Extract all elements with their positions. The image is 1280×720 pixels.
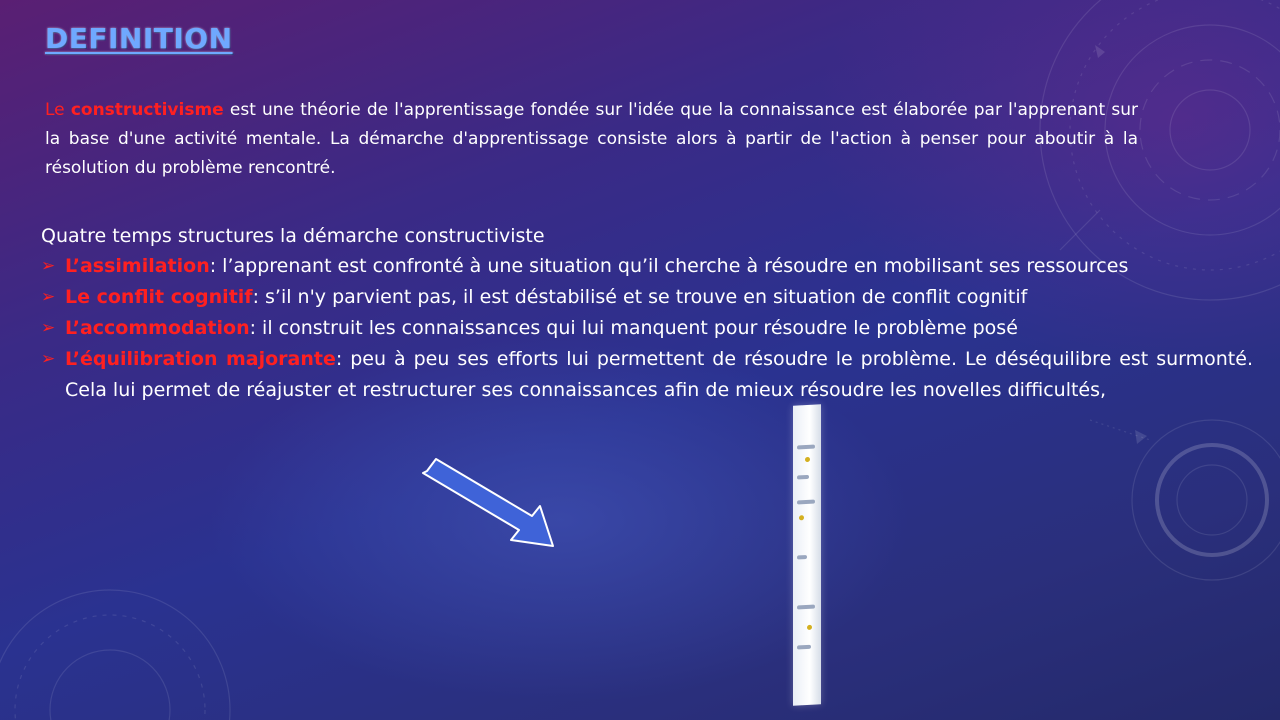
step-text: : s’il n'y parvient pas, il est déstabilisé et se trouve en situation de conflit cognitif bbox=[252, 286, 1028, 308]
arrow-bullet-icon: ➢ bbox=[41, 349, 56, 369]
step-term: Le conflit cognitif bbox=[65, 286, 253, 308]
arrow-bullet-icon: ➢ bbox=[41, 287, 56, 307]
list-item bbox=[41, 313, 1253, 344]
definition-key-term: constructivisme bbox=[70, 100, 224, 120]
steps-intro: Quatre temps structures la démarche constructiviste bbox=[41, 225, 545, 247]
page-title: DEFINITION bbox=[45, 22, 233, 55]
arrow-bullet-icon: ➢ bbox=[41, 256, 56, 276]
arrow-pointer-icon bbox=[423, 459, 553, 546]
step-term: L’équilibration majorante bbox=[65, 348, 336, 370]
definition-lead-word: Le bbox=[45, 100, 65, 120]
step-term: L’accommodation bbox=[65, 317, 250, 339]
step-term: L’assimilation bbox=[65, 255, 210, 277]
list-item bbox=[41, 251, 1253, 282]
arrow-bullet-icon: ➢ bbox=[41, 318, 56, 338]
list-item bbox=[41, 344, 1253, 406]
steps-list bbox=[41, 251, 1253, 406]
step-text: : peu à peu ses efforts lui permettent de résoudre le problème. Le déséquilibre est surmonté. Cela lui permet de réajuster et restructurer ses connaissances afin de mieux résoudre les novelles difficultés, bbox=[65, 348, 1253, 401]
steps-section bbox=[41, 222, 1253, 406]
step-text: : il construit les connaissances qui lui manquent pour résoudre le problème posé bbox=[249, 317, 1018, 339]
step-text: : l’apprenant est confronté à une situation qu’il cherche à résoudre en mobilisant ses ressources bbox=[209, 255, 1129, 277]
definition-paragraph bbox=[45, 96, 1138, 183]
definition-text: est une théorie de l'apprentissage fondée sur l'idée que la connaissance est élaborée par l'apprenant sur la base d'une activité mentale. La démarche d'apprentissage consiste alors à partir de l'action à penser pour aboutir à la résolution du problème rencontré. bbox=[45, 100, 1138, 178]
list-item bbox=[41, 282, 1253, 313]
